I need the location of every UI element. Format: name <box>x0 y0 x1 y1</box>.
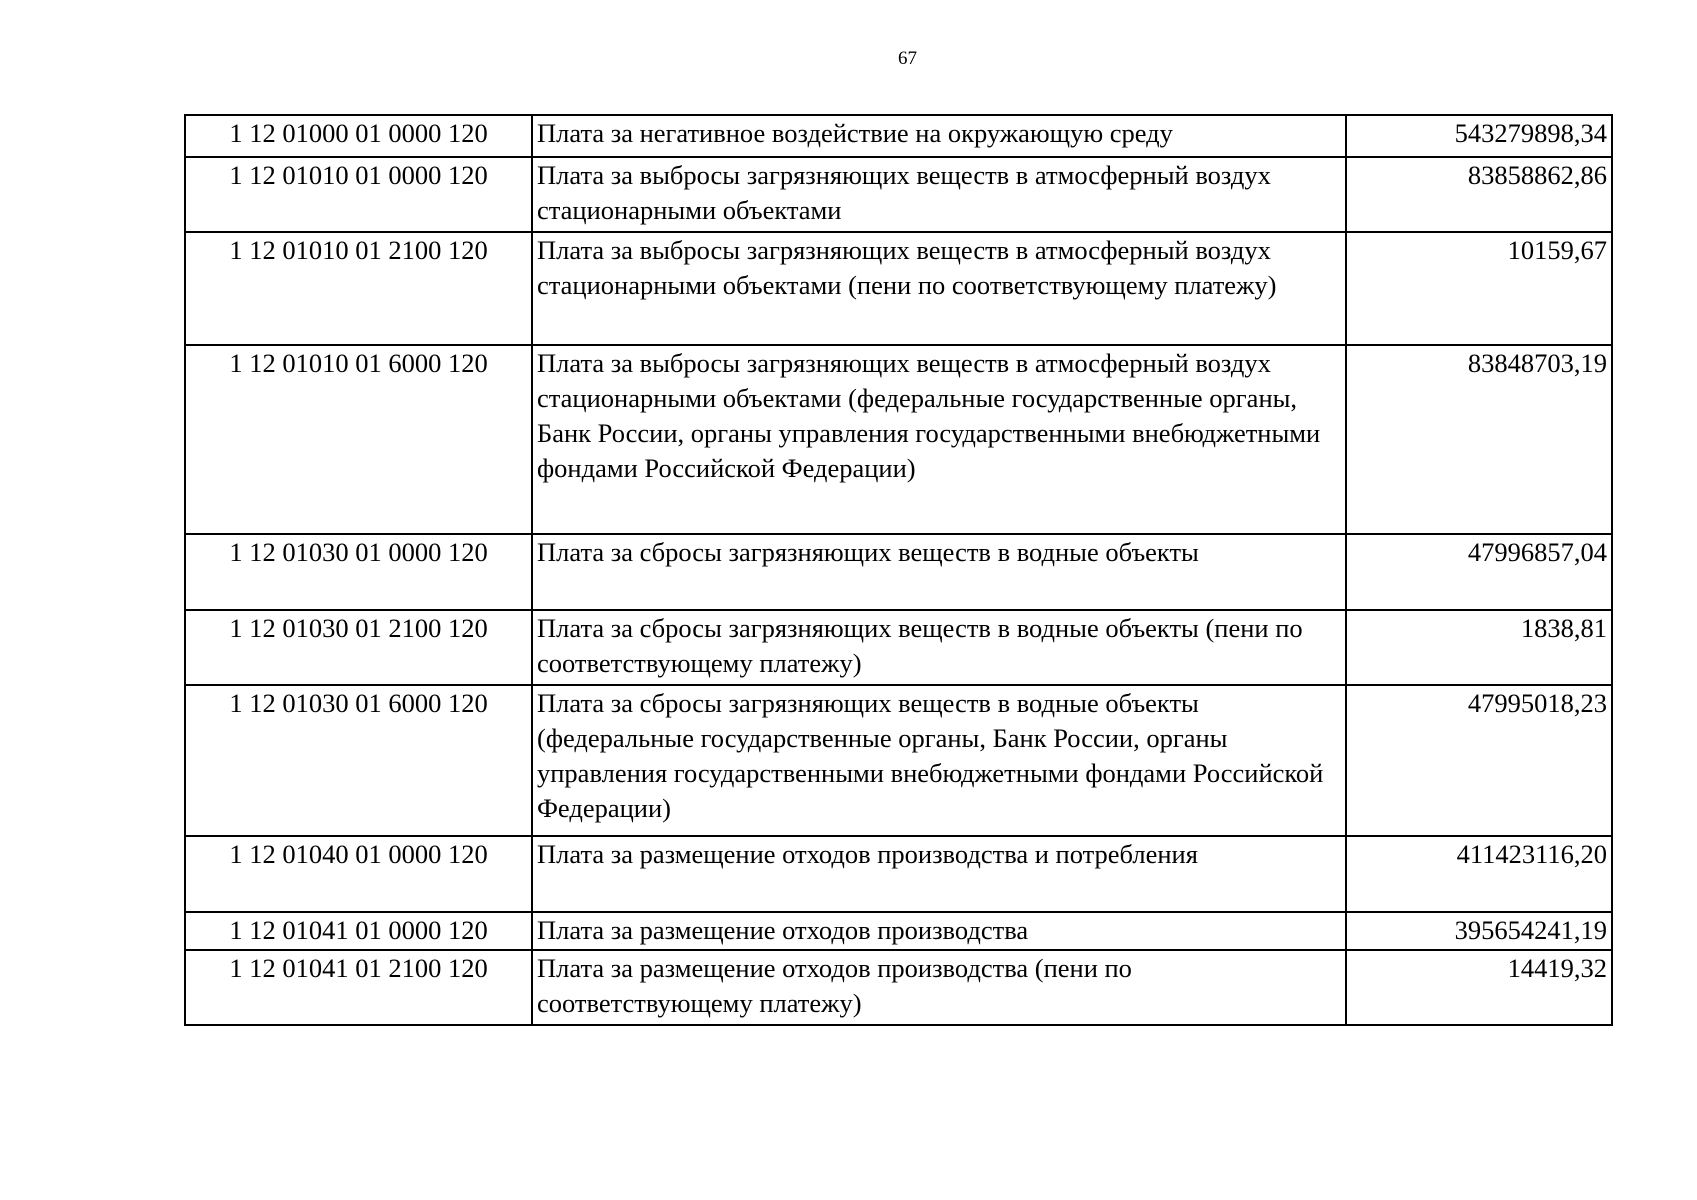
revenue-name: Плата за выбросы загрязняющих веществ в атмосферный воздух стационарными объектами (пени по соответствующему платежу) <box>532 232 1346 345</box>
amount-value: 83858862,86 <box>1346 157 1612 232</box>
table-row <box>185 232 1612 345</box>
budget-code: 1 12 01010 01 6000 120 <box>185 345 532 534</box>
budget-code: 1 12 01041 01 2100 120 <box>185 950 532 1025</box>
table-row <box>185 836 1612 912</box>
table-row <box>185 534 1612 610</box>
budget-code: 1 12 01000 01 0000 120 <box>185 115 532 157</box>
revenue-name: Плата за размещение отходов производства (пени по соответствующему платежу) <box>532 950 1346 1025</box>
budget-code: 1 12 01030 01 2100 120 <box>185 610 532 685</box>
revenue-name: Плата за размещение отходов производства <box>532 912 1346 950</box>
budget-code: 1 12 01030 01 6000 120 <box>185 685 532 836</box>
table-row <box>185 912 1612 950</box>
budget-revenue-table <box>184 114 1613 1026</box>
amount-value: 83848703,19 <box>1346 345 1612 534</box>
amount-value: 411423116,20 <box>1346 836 1612 912</box>
budget-code: 1 12 01040 01 0000 120 <box>185 836 532 912</box>
table-row <box>185 157 1612 232</box>
amount-value: 1838,81 <box>1346 610 1612 685</box>
table-row <box>185 685 1612 836</box>
amount-value: 47995018,23 <box>1346 685 1612 836</box>
budget-code: 1 12 01041 01 0000 120 <box>185 912 532 950</box>
revenue-name: Плата за сбросы загрязняющих веществ в водные объекты (пени по соответствующему платежу) <box>532 610 1346 685</box>
table-row <box>185 610 1612 685</box>
table-row <box>185 345 1612 534</box>
revenue-name: Плата за выбросы загрязняющих веществ в атмосферный воздух стационарными объектами <box>532 157 1346 232</box>
table-row <box>185 950 1612 1025</box>
budget-code: 1 12 01030 01 0000 120 <box>185 534 532 610</box>
amount-value: 14419,32 <box>1346 950 1612 1025</box>
page-number: 67 <box>898 48 917 69</box>
revenue-name: Плата за сбросы загрязняющих веществ в водные объекты <box>532 534 1346 610</box>
amount-value: 47996857,04 <box>1346 534 1612 610</box>
amount-value: 10159,67 <box>1346 232 1612 345</box>
revenue-name: Плата за негативное воздействие на окружающую среду <box>532 115 1346 157</box>
budget-code: 1 12 01010 01 2100 120 <box>185 232 532 345</box>
table-row <box>185 115 1612 157</box>
budget-code: 1 12 01010 01 0000 120 <box>185 157 532 232</box>
amount-value: 543279898,34 <box>1346 115 1612 157</box>
revenue-name: Плата за размещение отходов производства и потребления <box>532 836 1346 912</box>
amount-value: 395654241,19 <box>1346 912 1612 950</box>
revenue-name: Плата за выбросы загрязняющих веществ в атмосферный воздух стационарными объектами (федеральные государственные органы, Банк России, органы управления государственными внебюджетными фондами Российской Федерации) <box>532 345 1346 534</box>
revenue-name: Плата за сбросы загрязняющих веществ в водные объекты (федеральные государственные органы, Банк России, органы управления государственными внебюджетными фондами Российской Федерации) <box>532 685 1346 836</box>
